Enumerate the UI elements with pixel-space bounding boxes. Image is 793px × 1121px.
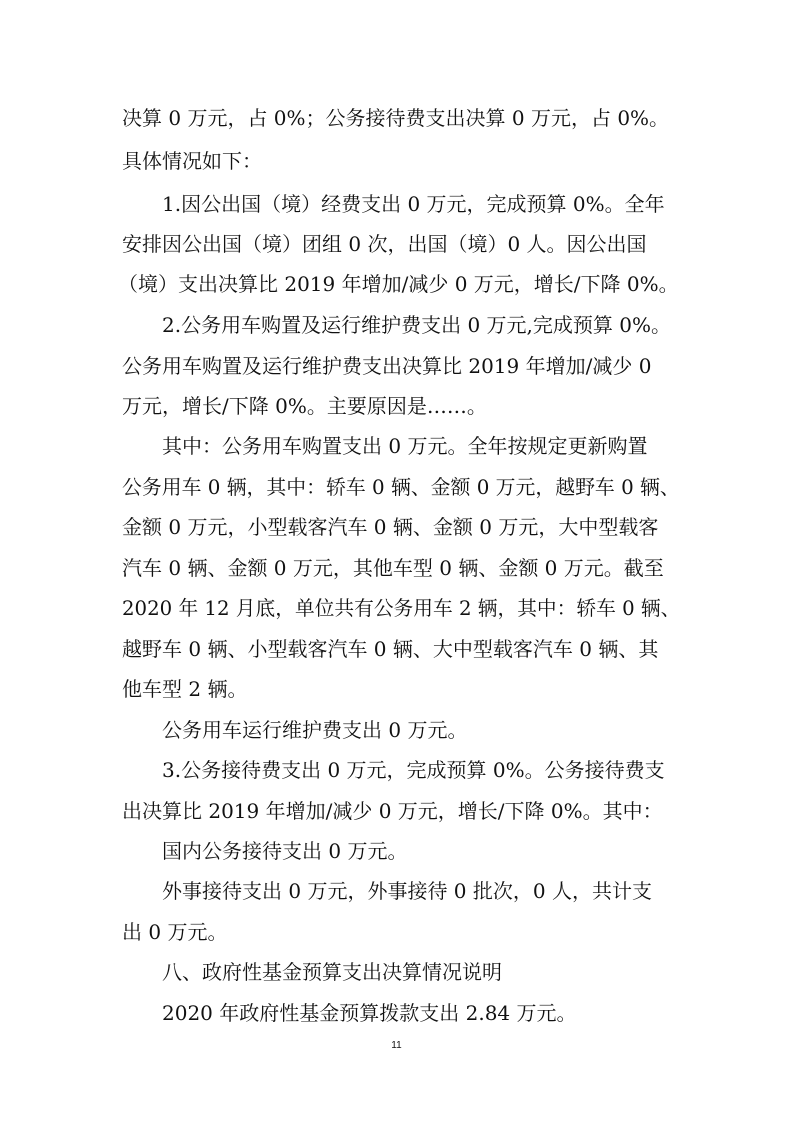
text-line: 安排因公出国（境）团组 0 次，出国（境）0 人。因公出国 bbox=[122, 232, 647, 256]
text-line: 具体情况如下： bbox=[122, 149, 262, 173]
text-line: 2.公务用车购置及运行维护费支出 0 万元,完成预算 0%。 bbox=[162, 313, 671, 337]
text-line: 其中：公务用车购置支出 0 万元。全年按规定更新购置 bbox=[162, 434, 648, 458]
text-line: 出决算比 2019 年增加/减少 0 万元，增长/下降 0%。其中： bbox=[122, 799, 663, 823]
text-line: 公务用车 0 辆，其中：轿车 0 辆、金额 0 万元，越野车 0 辆、 bbox=[122, 475, 680, 499]
text-line: 国内公务接待支出 0 万元。 bbox=[162, 839, 408, 863]
text-line: 3.公务接待费支出 0 万元，完成预算 0%。公务接待费支 bbox=[162, 758, 665, 782]
text-line: 公务用车运行维护费支出 0 万元。 bbox=[162, 718, 468, 742]
text-line: （境）支出决算比 2019 年增加/减少 0 万元，增长/下降 0%。 bbox=[118, 272, 679, 296]
text-line: 出 0 万元。 bbox=[122, 920, 228, 944]
text-line: 他车型 2 辆。 bbox=[122, 677, 248, 701]
text-line: 1.因公出国（境）经费支出 0 万元，完成预算 0%。全年 bbox=[162, 192, 665, 216]
text-line: 汽车 0 辆、金额 0 万元，其他车型 0 辆、金额 0 万元。截至 bbox=[122, 556, 664, 580]
text-line: 金额 0 万元，小型载客汽车 0 辆、金额 0 万元，大中型载客 bbox=[122, 515, 659, 539]
section-heading: 八、政府性基金预算支出决算情况说明 bbox=[162, 960, 502, 984]
text-line: 公务用车购置及运行维护费支出决算比 2019 年增加/减少 0 bbox=[122, 354, 652, 378]
page-number: 11 bbox=[391, 1040, 402, 1051]
text-line: 万元，增长/下降 0%。主要原因是……。 bbox=[122, 394, 487, 418]
text-line: 外事接待支出 0 万元，外事接待 0 批次，0 人，共计支 bbox=[162, 879, 652, 903]
text-line: 决算 0 万元，占 0%；公务接待费支出决算 0 万元，占 0%。 bbox=[122, 106, 670, 130]
text-line: 越野车 0 辆、小型载客汽车 0 辆、大中型载客汽车 0 辆、其 bbox=[122, 637, 659, 661]
text-line: 2020 年政府性基金预算拨款支出 2.84 万元。 bbox=[162, 1001, 577, 1025]
text-line: 2020 年 12 月底，单位共有公务用车 2 辆，其中：轿车 0 辆、 bbox=[122, 596, 681, 620]
